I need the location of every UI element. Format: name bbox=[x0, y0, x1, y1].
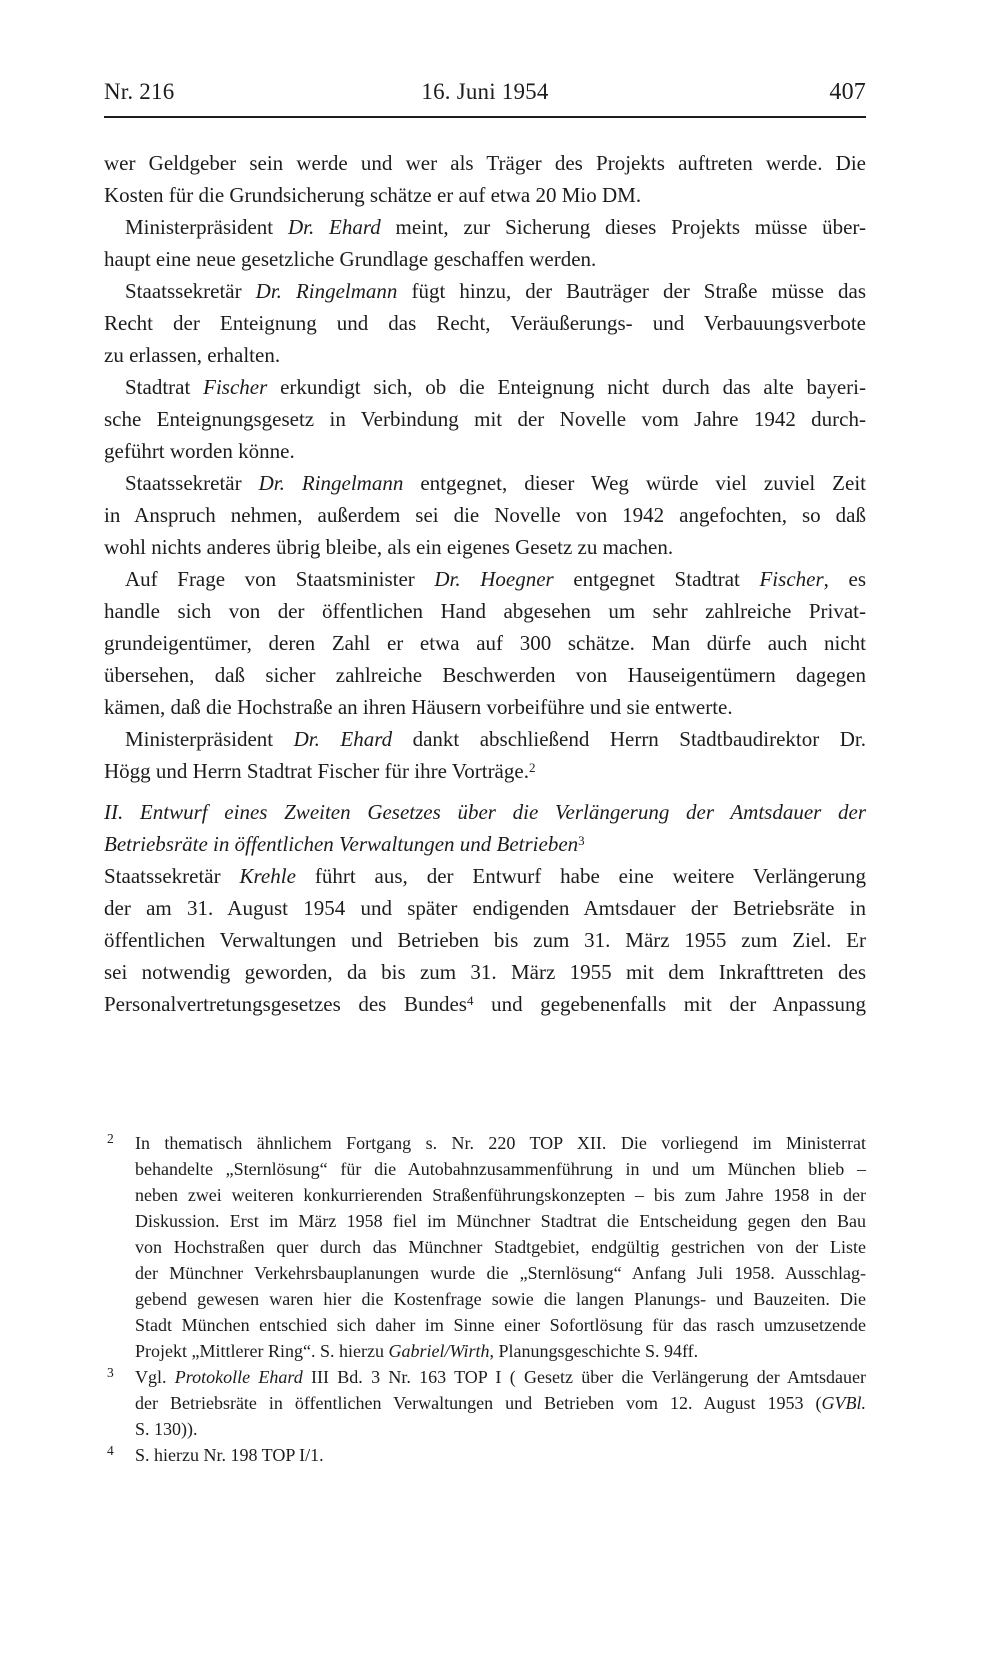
italic-run: Dr. Ehard bbox=[293, 727, 393, 751]
text-line bbox=[104, 924, 866, 956]
text-run: handle sich von der öffentlichen Hand abgesehen um sehr zahlreiche Privat- bbox=[104, 599, 866, 623]
footnote-ref-sup: 4 bbox=[466, 993, 474, 1009]
text-run: Auf Frage von Staatsminister bbox=[125, 567, 435, 591]
text-line bbox=[104, 828, 866, 860]
text-line bbox=[104, 659, 866, 691]
text-run: Ministerpräsident bbox=[125, 727, 294, 751]
text-line bbox=[104, 403, 866, 435]
text-line bbox=[135, 1208, 866, 1234]
text-line bbox=[135, 1416, 866, 1442]
text-run: dankt abschließend Herrn Stadtbaudirektor Dr. bbox=[392, 727, 866, 751]
text-line bbox=[135, 1234, 866, 1260]
text-run: erkundigt sich, ob die Enteignung nicht durch das alte bayeri- bbox=[267, 375, 866, 399]
page-header bbox=[104, 78, 866, 106]
text-line bbox=[135, 1182, 866, 1208]
text-run: der Betriebsräte in öffentlichen Verwaltungen und Betrieben vom 12. August 1953 ( bbox=[135, 1393, 822, 1413]
header-doc-number: Nr. 216 bbox=[104, 79, 175, 104]
text-line bbox=[104, 467, 866, 499]
paragraph bbox=[104, 860, 866, 1020]
text-run: , Planungsgeschichte S. 94ff. bbox=[489, 1341, 699, 1361]
footnote-marker: 4 bbox=[107, 1443, 114, 1458]
text-line bbox=[135, 1312, 866, 1338]
footnote-ref-sup: 2 bbox=[528, 760, 536, 776]
paragraph bbox=[104, 147, 866, 211]
text-line bbox=[104, 755, 866, 787]
text-line bbox=[135, 1442, 866, 1468]
text-run: III Bd. 3 Nr. 163 TOP I ( Gesetz über die Verlängerung der Amtsdauer bbox=[302, 1367, 866, 1387]
text-line bbox=[135, 1338, 866, 1364]
text-line bbox=[104, 956, 866, 988]
paragraph bbox=[104, 371, 866, 467]
footnote bbox=[104, 1130, 866, 1364]
italic-run: GVBl. bbox=[821, 1393, 866, 1413]
italic-run: Dr. Hoegner bbox=[434, 567, 554, 591]
text-line bbox=[104, 531, 866, 563]
text-run: sei notwendig geworden, da bis zum 31. März 1955 mit dem Inkrafttreten des bbox=[104, 960, 866, 984]
section-heading bbox=[104, 796, 866, 860]
text-line bbox=[104, 339, 866, 371]
text-run: führt aus, der Entwurf habe eine weitere Verlängerung bbox=[295, 864, 866, 888]
text-run: Högg und Herrn Stadtrat Fischer für ihre Vorträge. bbox=[104, 759, 529, 783]
text-run: in Anspruch nehmen, außerdem sei die Novelle von 1942 angefochten, so daß bbox=[104, 503, 866, 527]
header-date: 16. Juni 1954 bbox=[421, 79, 549, 104]
paragraph bbox=[104, 467, 866, 563]
text-line bbox=[104, 435, 866, 467]
body-text bbox=[104, 147, 866, 1020]
text-run: der am 31. August 1954 und später endigenden Amtsdauer der Betriebsräte in bbox=[104, 896, 866, 920]
text-line bbox=[104, 563, 866, 595]
text-line bbox=[104, 371, 866, 403]
text-line bbox=[104, 627, 866, 659]
text-line bbox=[104, 892, 866, 924]
footnote-marker: 2 bbox=[107, 1131, 114, 1146]
text-run: Kosten für die Grundsicherung schätze er auf etwa 20 Mio DM. bbox=[104, 183, 642, 207]
text-run: Stadtrat bbox=[125, 375, 204, 399]
text-column bbox=[104, 78, 866, 1468]
text-run: Personalvertretungsgesetzes des Bundes bbox=[104, 992, 467, 1016]
text-line bbox=[104, 860, 866, 892]
header-rule bbox=[104, 116, 866, 118]
text-run: Staatssekretär bbox=[125, 471, 259, 495]
text-run: haupt eine neue gesetzliche Grundlage geschaffen werden. bbox=[104, 247, 597, 271]
text-line bbox=[104, 723, 866, 755]
text-run: Diskussion. Erst im März 1958 fiel im Münchner Stadtrat die Entscheidung gegen den Bau bbox=[135, 1211, 866, 1231]
italic-run: Dr. Ehard bbox=[287, 215, 381, 239]
footnotes-section bbox=[104, 1130, 866, 1468]
text-run: Staatssekretär bbox=[125, 279, 256, 303]
text-run: Stadt München entschied sich daher im Sinne einer Sofortlösung für das rasch umzusetzende bbox=[135, 1315, 866, 1335]
text-run: öffentlichen Verwaltungen und Betrieben bis zum 31. März 1955 zum Ziel. Er bbox=[104, 928, 866, 952]
text-run: S. 130)). bbox=[135, 1419, 198, 1439]
text-run: Staatssekretär bbox=[104, 864, 240, 888]
text-line bbox=[104, 211, 866, 243]
paragraph bbox=[104, 275, 866, 371]
italic-run: Fischer bbox=[203, 375, 268, 399]
text-line bbox=[135, 1260, 866, 1286]
text-run: Ministerpräsident bbox=[125, 215, 288, 239]
text-run: sche Enteignungsgesetz in Verbindung mit der Novelle vom Jahre 1942 durch- bbox=[104, 407, 866, 431]
text-run: wer Geldgeber sein werde und wer als Träger des Projekts auftreten werde. Die bbox=[104, 151, 866, 175]
text-run: wohl nichts anderes übrig bleibe, als ein eigenes Gesetz zu machen. bbox=[104, 535, 674, 559]
text-run: übersehen, daß sicher zahlreiche Beschwerden von Hauseigentümern dagegen bbox=[104, 663, 866, 687]
text-line bbox=[104, 499, 866, 531]
text-run: Vgl. bbox=[135, 1367, 175, 1387]
text-line bbox=[135, 1390, 866, 1416]
italic-run: Fischer bbox=[759, 567, 824, 591]
text-run: entgegnet, dieser Weg würde viel zuviel Zeit bbox=[403, 471, 866, 495]
italic-run: Krehle bbox=[239, 864, 296, 888]
text-line bbox=[104, 275, 866, 307]
italic-run: Dr. Ringelmann bbox=[255, 279, 398, 303]
paragraph bbox=[104, 563, 866, 723]
italic-run: Gabriel/Wirth bbox=[388, 1341, 490, 1361]
italic-run: Protokolle Ehard bbox=[174, 1367, 303, 1387]
text-run: geführt worden könne. bbox=[104, 439, 295, 463]
text-run: Projekt „Mittlerer Ring“. S. hierzu bbox=[135, 1341, 389, 1361]
paragraph bbox=[104, 211, 866, 275]
text-run: fügt hinzu, der Bauträger der Straße müsse das bbox=[397, 279, 866, 303]
text-run: grundeigentümer, deren Zahl er etwa auf 300 schätze. Man dürfe auch nicht bbox=[104, 631, 866, 655]
text-line bbox=[104, 243, 866, 275]
text-run: zu erlassen, erhalten. bbox=[104, 343, 281, 367]
text-run: , es bbox=[823, 567, 866, 591]
text-line bbox=[104, 691, 866, 723]
italic-run: Dr. Ringelmann bbox=[258, 471, 404, 495]
footnote-marker: 3 bbox=[107, 1365, 114, 1380]
text-run: Recht der Enteignung und das Recht, Veräußerungs- und Verbauungsverbote bbox=[104, 311, 866, 335]
text-run: kämen, daß die Hochstraße an ihren Häusern vorbeiführe und sie entwerte. bbox=[104, 695, 733, 719]
text-line bbox=[104, 147, 866, 179]
text-line bbox=[104, 307, 866, 339]
text-line bbox=[104, 595, 866, 627]
italic-run: Betriebsräte in öffentlichen Verwaltungen und Betrieben bbox=[104, 832, 579, 856]
header-page-number: 407 bbox=[829, 79, 866, 105]
text-run: S. hierzu Nr. 198 TOP I/1. bbox=[135, 1445, 324, 1465]
text-run: gebend gewesen waren hier die Kostenfrage sowie die langen Planungs- und Bauzeiten. Die bbox=[135, 1289, 866, 1309]
text-run: von Hochstraßen quer durch das Münchner Stadtgebiet, endgültig gestrichen von der Liste bbox=[135, 1237, 866, 1257]
text-run: meint, zur Sicherung dieses Projekts müsse über- bbox=[380, 215, 866, 239]
text-line bbox=[104, 179, 866, 211]
text-line bbox=[104, 796, 866, 828]
text-line bbox=[135, 1364, 866, 1390]
text-line bbox=[135, 1286, 866, 1312]
text-line bbox=[104, 988, 866, 1020]
paragraph bbox=[104, 723, 866, 787]
text-run: der Münchner Verkehrsbauplanungen wurde die „Sternlösung“ Anfang Juli 1958. Ausschlag- bbox=[135, 1263, 866, 1283]
italic-run: II. Entwurf eines Zweiten Gesetzes über die Verlängerung der Amtsdauer der bbox=[104, 800, 866, 824]
text-line bbox=[135, 1156, 866, 1182]
text-run: und gegebenenfalls mit der Anpassung bbox=[473, 992, 866, 1016]
text-run: neben zwei weiteren konkurrierenden Straßenführungskonzepten – bis zum Jahre 1958 in der bbox=[135, 1185, 866, 1205]
text-run: In thematisch ähnlichem Fortgang s. Nr. 220 TOP XII. Die vorliegend im Ministerrat bbox=[135, 1133, 866, 1153]
footnote-ref-sup: 3 bbox=[578, 833, 585, 849]
footnote bbox=[104, 1364, 866, 1442]
text-line bbox=[135, 1130, 866, 1156]
footnote bbox=[104, 1442, 866, 1468]
text-run: behandelte „Sternlösung“ für die Autobahnzusammenführung in und um München blieb – bbox=[135, 1159, 866, 1179]
text-run: entgegnet Stadtrat bbox=[553, 567, 760, 591]
